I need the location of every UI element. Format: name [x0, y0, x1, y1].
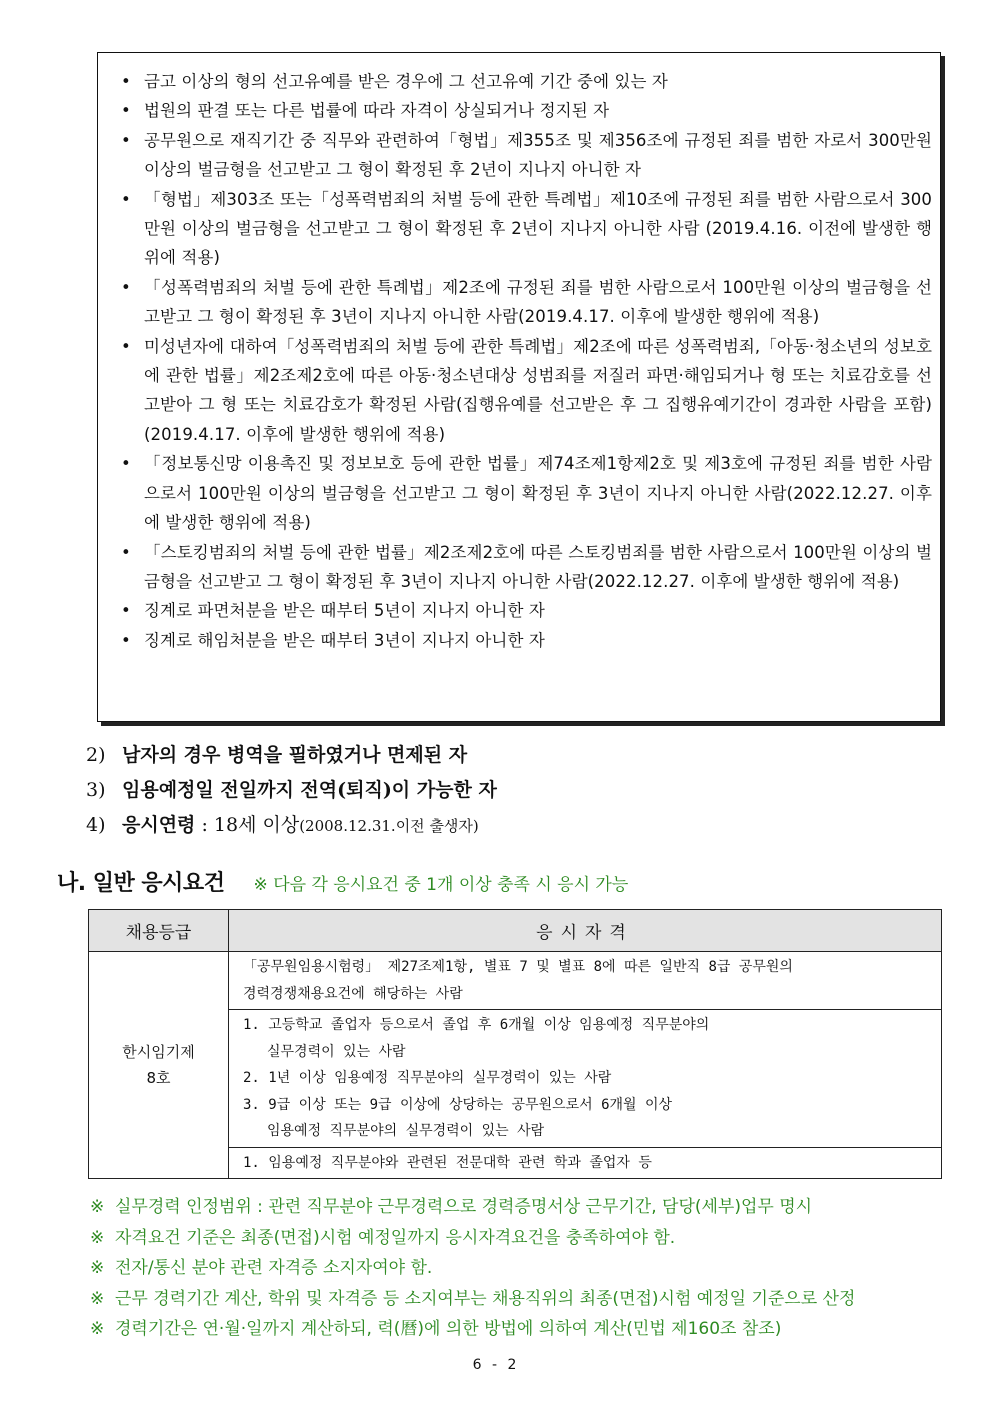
- section-title: 나. 일반 응시요건: [57, 871, 225, 896]
- bullet-icon: •: [121, 277, 131, 297]
- reference-mark-icon: ※: [90, 1319, 105, 1339]
- table-row: [89, 952, 942, 1010]
- header-grade: 채용등급: [89, 910, 229, 952]
- list-item: • 징계로 해임처분을 받은 때부터 3년이 지나지 아니한 자: [121, 626, 932, 655]
- section-heading: [57, 866, 628, 897]
- bullet-icon: •: [121, 130, 131, 150]
- bullet-icon: •: [121, 336, 131, 356]
- bullet-icon: •: [121, 542, 131, 562]
- list-item: • 「정보통신망 이용촉진 및 정보보호 등에 관한 법률」제74조제1항제2호 및 제3호에 규정된 죄를 범한 사람으로서 100만원 이상의 벌금형을 선고받고 그 형이 확정된 후 3년이 지나지 아니한 사람(2022.12.27. 이후에 발생한 행위에 적용): [121, 449, 932, 537]
- reference-mark-icon: ※: [90, 1288, 105, 1309]
- requirement-item-age: 4) 응시연령 : 18세 이상(2008.12.31.이전 출생자): [86, 814, 479, 836]
- bullet-icon: •: [121, 72, 131, 91]
- list-item: • 미성년자에 대하여「성폭력범죄의 처벌 등에 관한 특례법」제2조에 따른 성폭력범죄,「아동·청소년의 성보호에 관한 법률」제2조제2호에 따른 아동·청소년대상 성범죄를 저질러 파면·해임되거나 형 또는 치료감호를 선고받아 그 형 또는 치료감호가 확정된 사람(집행유예를 선고받은 후 그 집행유예기간이 경과한 사람을 포함)(2019.4.17. 이후에 발생한 행위에 적용): [121, 332, 932, 450]
- qualification-cell: 「공무원임용시험령」 제27조제1항, 별표 7 및 별표 8에 따른 일반직 8급 공무원의 경력경쟁채용요건에 해당하는 사람: [229, 952, 942, 1010]
- reference-mark-icon: ※: [90, 1197, 105, 1217]
- note-line: ※ 실무경력 인정범위 : 관련 직무분야 근무경력으로 경력증명서상 근무기간, 담당(세부)업무 명시: [90, 1192, 855, 1223]
- note-line: ※ 전자/통신 분야 관련 자격증 소지자여야 함.: [90, 1253, 855, 1284]
- note-line: ※ 경력기간은 연·월·일까지 계산하되, 력(曆)에 의한 방법에 의하여 계산(민법 제160조 참조): [90, 1314, 855, 1345]
- list-item: • 「성폭력범죄의 처벌 등에 관한 특례법」제2조에 규정된 죄를 범한 사람으로서 100만원 이상의 벌금형을 선고받고 그 형이 확정된 후 3년이 지나지 아니한 사람(2019.4.17. 이후에 발생한 행위에 적용): [121, 273, 932, 332]
- header-quals: 응시자격: [229, 910, 942, 952]
- list-item: • 「스토킹범죄의 처벌 등에 관한 법률」제2조제2호에 따른 스토킹범죄를 범한 사람으로서 100만원 이상의 벌금형을 선고받고 그 형이 확정된 후 3년이 지나지 아니한 사람(2022.12.27. 이후에 발생한 행위에 적용): [121, 538, 932, 597]
- bullet-icon: •: [121, 189, 131, 209]
- grade-cell: 한시임기제 8호: [89, 952, 229, 1179]
- list-item: • 징계로 파면처분을 받은 때부터 5년이 지나지 아니한 자: [121, 596, 932, 625]
- bullet-icon: •: [121, 630, 131, 650]
- page-number: 6 - 2: [472, 1357, 520, 1373]
- list-item: • 공무원으로 재직기간 중 직무와 관련하여「형법」제355조 및 제356조에 규정된 죄를 범한 자로서 300만원 이상의 벌금형을 선고받고 그 형이 확정된 후 2년이 지나지 아니한 자: [121, 126, 932, 185]
- section-note: ※ 다음 각 응시요건 중 1개 이상 충족 시 응시 가능: [253, 875, 629, 895]
- list-item: • 「형법」제303조 또는「성폭력범죄의 처벌 등에 관한 특례법」제10조에 규정된 죄를 범한 사람으로서 300만원 이상의 벌금형을 선고받고 그 형이 확정된 후 2년이 지나지 아니한 사람 (2019.4.16. 이전에 발생한 행위에 적용): [121, 185, 932, 273]
- note-line: ※ 근무 경력기간 계산, 학위 및 자격증 등 소지여부는 채용직위의 최종(면접)시험 예정일 기준으로 산정: [90, 1284, 855, 1315]
- notes: [90, 1192, 855, 1345]
- bullet-icon: •: [121, 601, 131, 621]
- bullet-icon: •: [121, 454, 131, 474]
- note-line: ※ 자격요건 기준은 최종(면접)시험 예정일까지 응시자격요건을 충족하여야 함.: [90, 1223, 855, 1254]
- disqualification-list: [98, 53, 940, 655]
- requirement-items: [86, 738, 497, 844]
- bullet-icon: •: [121, 101, 131, 121]
- list-item: • 금고 이상의 형의 선고유예를 받은 경우에 그 선고유예 기간 중에 있는 자: [121, 67, 932, 96]
- qualification-cell: 1. 고등학교 졸업자 등으로서 졸업 후 6개월 이상 임용예정 직무분야의 실무경력이 있는 사람 2. 1년 이상 임용예정 직무분야의 실무경력이 있는 사람 3. 9급 이상 또는 9급 이상에 상당하는 공무원으로서 6개월 이상 임용예정 직무분야의 실무경력이 있는 사람: [229, 1010, 942, 1148]
- requirement-item: 2) 남자의 경우 병역을 필하였거나 면제된 자: [86, 744, 468, 766]
- table-header-row: [89, 910, 942, 952]
- requirement-item: 3) 임용예정일 전일까지 전역(퇴직)이 가능한 자: [86, 779, 497, 801]
- list-item: • 법원의 판결 또는 다른 법률에 따라 자격이 상실되거나 정지된 자: [121, 96, 932, 125]
- disqualification-box: [97, 52, 941, 722]
- requirements-table: [88, 909, 942, 1179]
- reference-mark-icon: ※: [90, 1227, 105, 1248]
- qualification-cell: 1. 임용예정 직무분야와 관련된 전문대학 관련 학과 졸업자 등: [229, 1147, 942, 1179]
- reference-mark-icon: ※: [90, 1258, 105, 1278]
